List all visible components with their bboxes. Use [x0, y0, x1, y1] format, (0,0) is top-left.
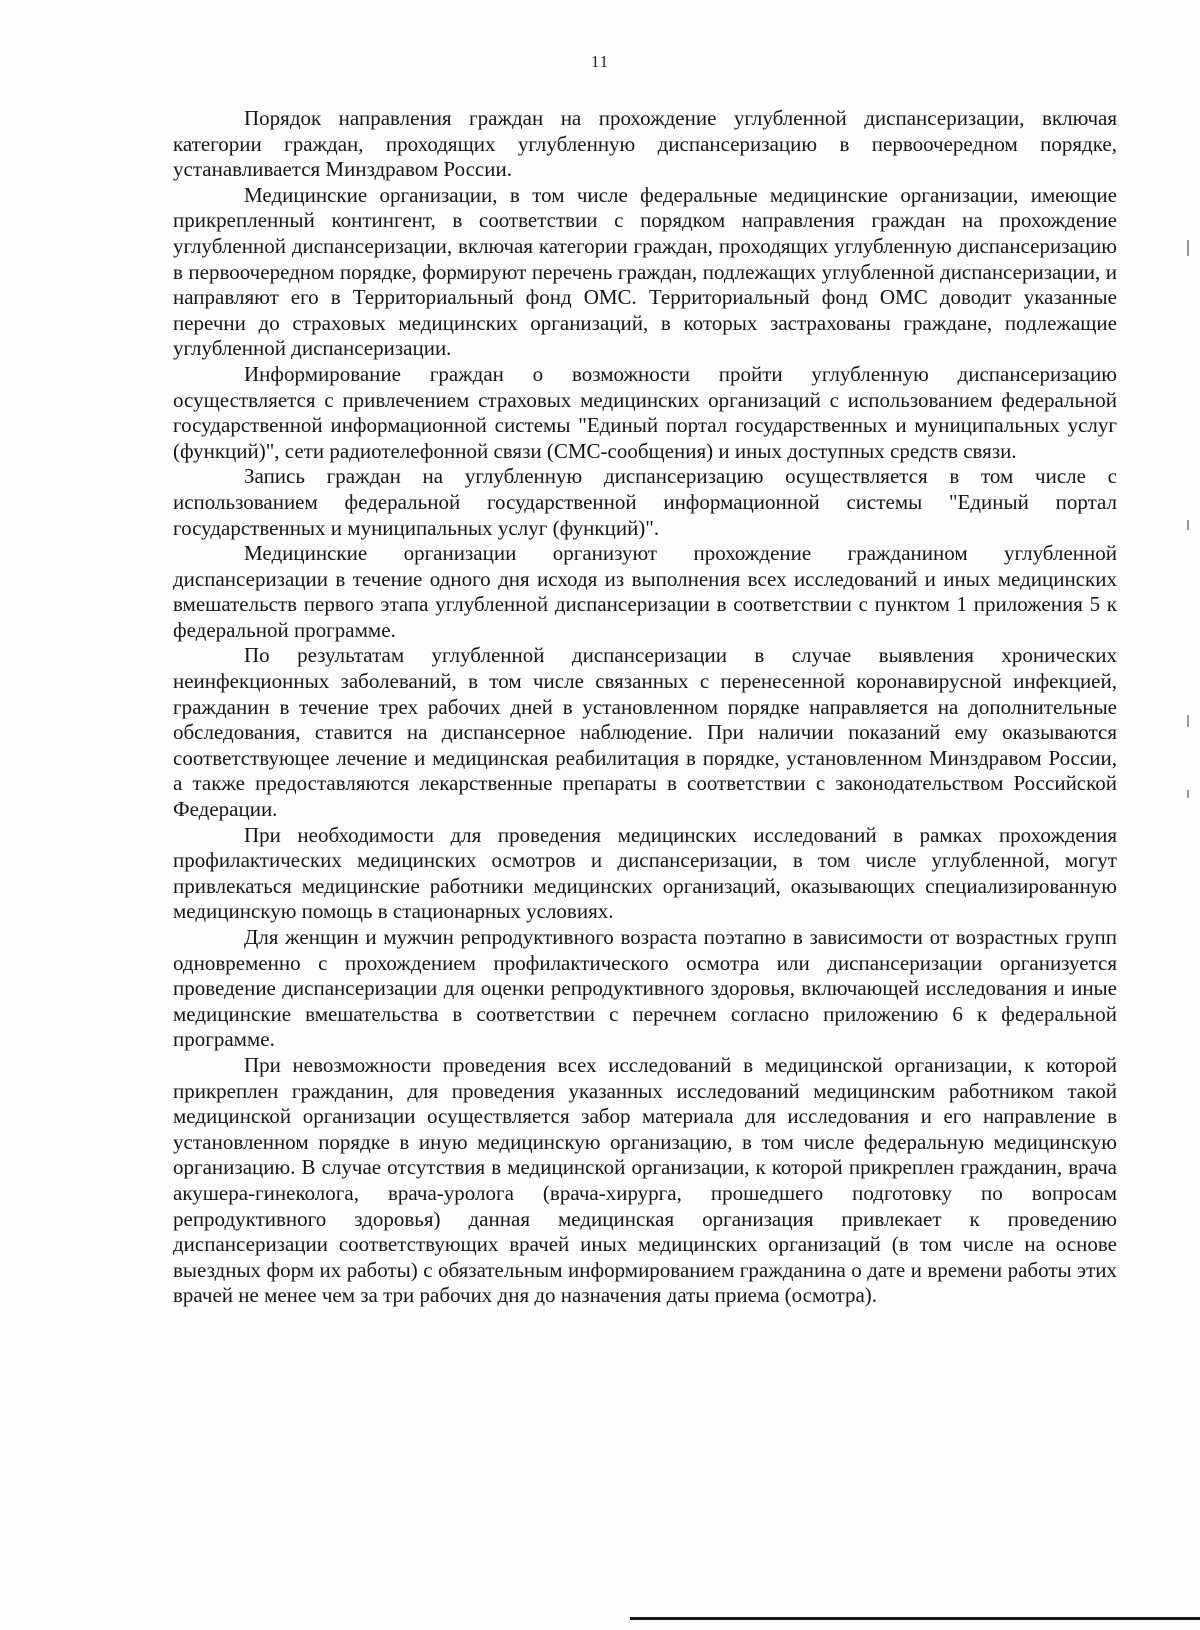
scan-bottom-edge: [630, 1617, 1200, 1620]
paragraph-9: При невозможности проведения всех исследований в медицинской организации, к которой прикреплен гражданин, для проведения указанных исследований медицинским работником такой медицинской организации осуществляется забор материала для исследования и его направление в установленном порядке в иную медицинскую организацию, в том числе федеральную медицинскую организацию. В случае отсутствия в медицинской организации, к которой прикреплен гражданин, врача акушера-гинеколога, врача-уролога (врача-хирурга, прошедшего подготовку по вопросам репродуктивного здоровья) данная медицинская организация привлекает к проведению диспансеризации соответствующих врачей иных медицинских организаций (в том числе на основе выездных форм их работы) с обязательным информированием гражданина о дате и времени работы этих врачей не менее чем за три рабочих дня до назначения даты приема (осмотра).: [173, 1052, 1117, 1308]
paragraph-2: Медицинские организации, в том числе федеральные медицинские организации, имеющие прикрепленный контингент, в соответствии с порядком направления граждан на прохождение углубленной диспансеризации, включая категории граждан, проходящих углубленную диспансеризацию в первоочередном порядке, формируют перечень граждан, подлежащих углубленной диспансеризации, и направляют его в Территориальный фонд ОМС. Территориальный фонд ОМС доводит указанные перечни до страховых медицинских организаций, в которых застрахованы граждане, подлежащие углубленной диспансеризации.: [173, 182, 1117, 361]
scan-artifact-mark: [1187, 790, 1189, 798]
paragraph-5: Медицинские организации организуют прохождение гражданином углубленной диспансеризации в течение одного дня исходя из выполнения всех исследований и иных медицинских вмешательств первого этапа углубленной диспансеризации в соответствии с пунктом 1 приложения 5 к федеральной программе.: [173, 541, 1117, 642]
paragraph-8: Для женщин и мужчин репродуктивного возраста поэтапно в зависимости от возрастных групп одновременно с прохождением профилактического осмотра или диспансеризации организуется проведение диспансеризации для оценки репродуктивного здоровья, включающей исследования и иные медицинские вмешательства в соответствии с перечнем согласно приложению 6 к федеральной программе.: [173, 925, 1117, 1052]
paragraph-7: При необходимости для проведения медицинских исследований в рамках прохождения профилактических медицинских осмотров и диспансеризации, в том числе углубленной, могут привлекаться медицинские работники медицинских организаций, оказывающих специализированную медицинскую помощь в стационарных условиях.: [173, 822, 1117, 924]
document-body: [173, 106, 1117, 1309]
scan-artifact-mark: [1187, 520, 1189, 530]
paragraph-3: Информирование граждан о возможности пройти углубленную диспансеризацию осуществляется с привлечением страховых медицинских организаций с использованием федеральной государственной информационной системы "Единый портал государственных и муниципальных услуг (функций)", сети радиотелефонной связи (СМС-сообщения) и иных доступных средств связи.: [173, 361, 1117, 463]
paragraph-6: По результатам углубленной диспансеризации в случае выявления хронических неинфекционных заболеваний, в том числе связанных с перенесенной коронавирусной инфекцией, гражданин в течение трех рабочих дней в установленном порядке направляется на дополнительные обследования, ставится на диспансерное наблюдение. При наличии показаний ему оказываются соответствующее лечение и медицинская реабилитация в порядке, установленном Минздравом России, а также предоставляются лекарственные препараты в соответствии с законодательством Российской Федерации.: [173, 643, 1117, 822]
paragraph-4: Запись граждан на углубленную диспансеризацию осуществляется в том числе с использованием федеральной государственной информационной системы "Единый портал государственных и муниципальных услуг (функций)".: [173, 464, 1117, 540]
scan-artifact-mark: [1187, 715, 1189, 727]
paragraph-1: Порядок направления граждан на прохождение углубленной диспансеризации, включая категории граждан, проходящих углубленную диспансеризацию в первоочередном порядке, устанавливается Минздравом России.: [173, 106, 1117, 182]
scan-artifact-mark: [1187, 240, 1189, 256]
page-number: 11: [590, 52, 610, 71]
